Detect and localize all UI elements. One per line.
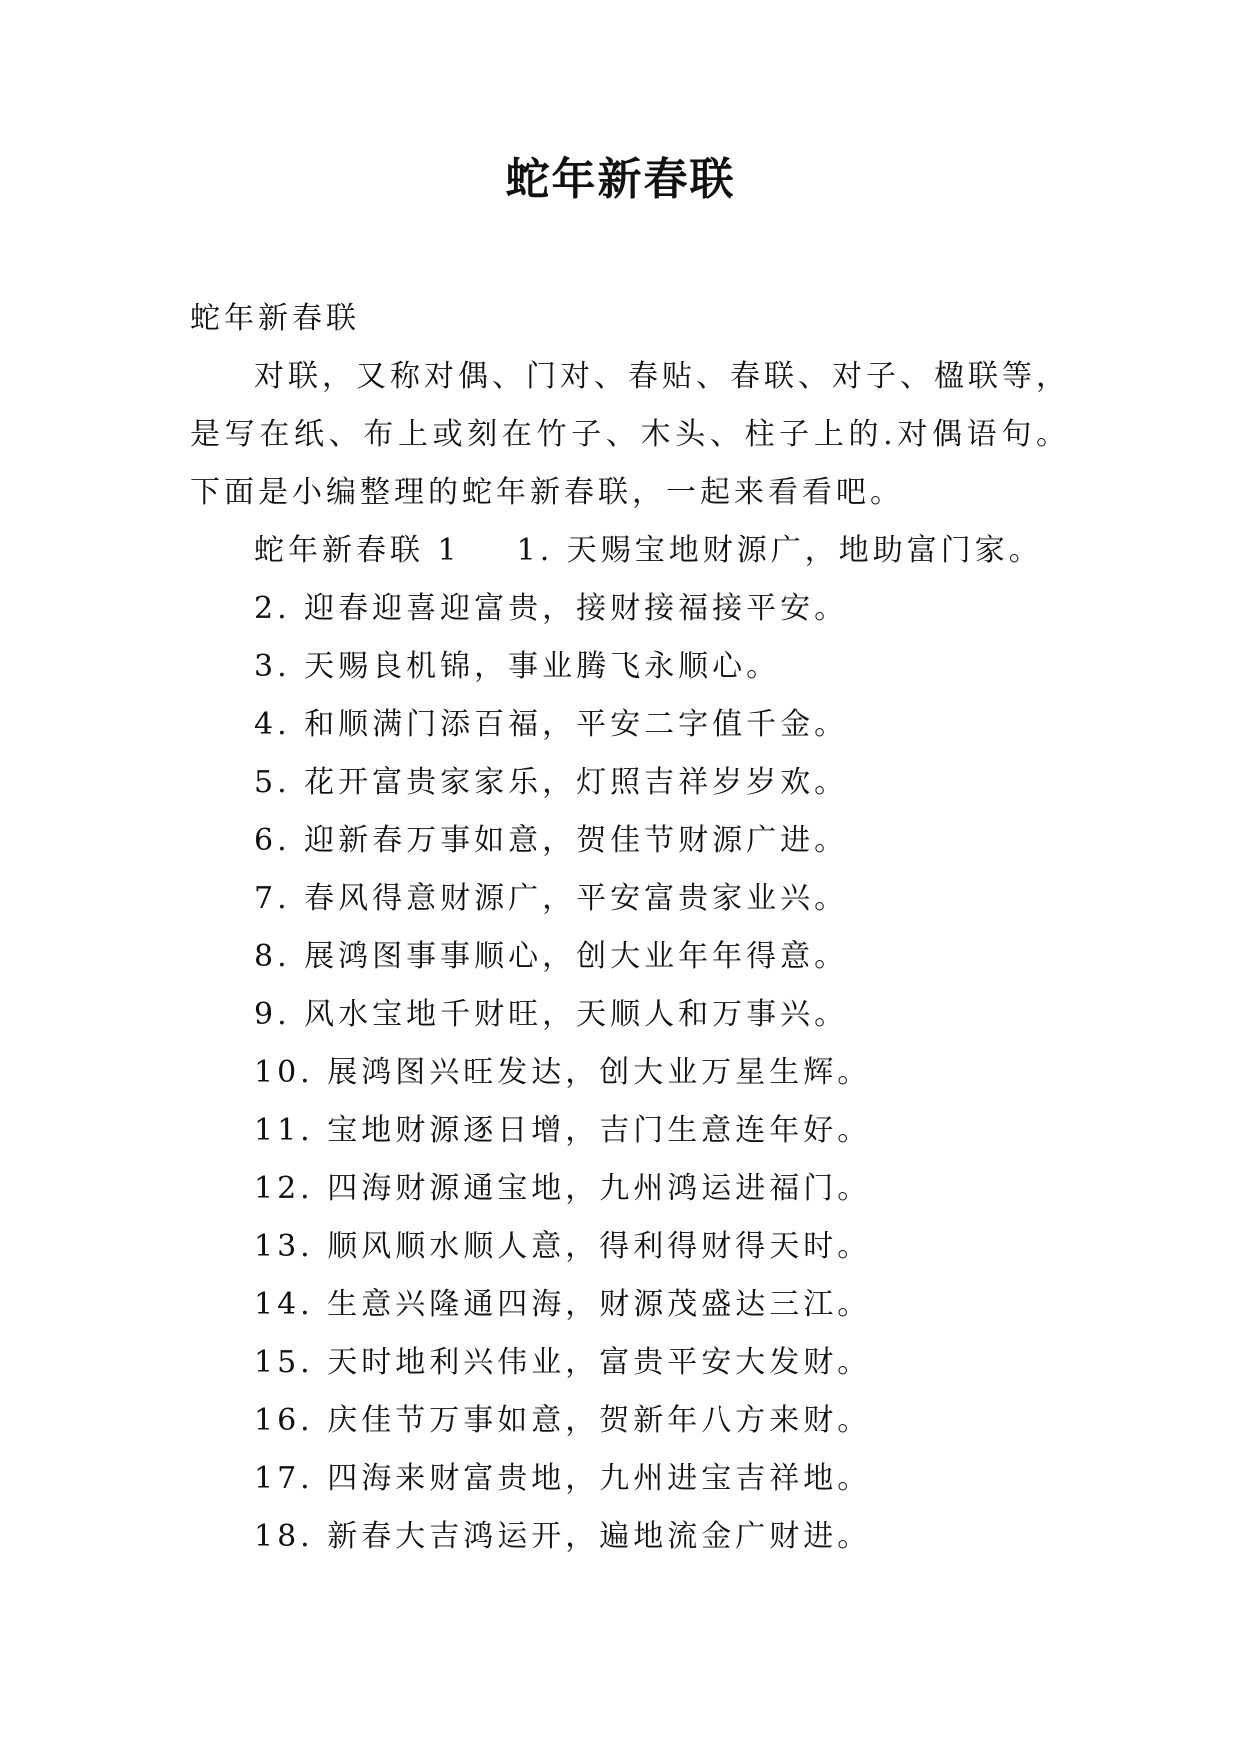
couplet-item: 13. 顺风顺水顺人意，得利得财得天时。: [254, 1229, 872, 1264]
section-heading: 蛇年新春联 1: [254, 533, 461, 568]
couplet-item: 2. 迎春迎喜迎富贵，接财接福接平安。: [254, 591, 849, 626]
couplet-item: 14. 生意兴隆通四海，财源茂盛达三江。: [254, 1287, 872, 1322]
couplet-item: 10. 展鸿图兴旺发达，创大业万星生辉。: [254, 1055, 872, 1090]
couplet-item: 1. 天赐宝地财源广，地助富门家。: [516, 533, 1043, 568]
couplet-item: 3. 天赐良机锦，事业腾飞永顺心。: [254, 649, 781, 684]
couplet-item: 15. 天时地利兴伟业，富贵平安大发财。: [254, 1345, 872, 1380]
couplet-item: 5. 花开富贵家家乐，灯照吉祥岁岁欢。: [254, 765, 849, 800]
first-couplet-line: [190, 522, 1070, 580]
couplet-item: 9. 风水宝地千财旺，天顺人和万事兴。: [254, 997, 849, 1032]
couplet-item: 11. 宝地财源逐日增，吉门生意连年好。: [254, 1113, 872, 1148]
document-subtitle: 蛇年新春联: [190, 301, 360, 336]
intro-paragraph: 对联，又称对偶、门对、春贴、春联、对子、楹联等，是写在纸、布上或刻在竹子、木头、柱子上的.对偶语句。下面是小编整理的蛇年新春联，一起来看看吧。: [190, 359, 1070, 510]
couplet-item: 17. 四海来财富贵地，九州进宝吉祥地。: [254, 1461, 872, 1496]
couplet-item: 16. 庆佳节万事如意，贺新年八方来财。: [254, 1403, 872, 1438]
couplet-item: 12. 四海财源通宝地，九州鸿运进福门。: [254, 1171, 872, 1206]
couplet-item: 6. 迎新春万事如意，贺佳节财源广进。: [254, 823, 849, 858]
couplet-item: 8. 展鸿图事事顺心，创大业年年得意。: [254, 939, 849, 974]
couplet-item: 18. 新春大吉鸿运开，遍地流金广财进。: [254, 1519, 872, 1554]
couplet-list: [190, 580, 1070, 1566]
couplet-item: 4. 和顺满门添百福，平安二字值千金。: [254, 707, 849, 742]
couplet-item: 7. 春风得意财源广，平安富贵家业兴。: [254, 881, 849, 916]
document-title: 蛇年新春联: [505, 154, 736, 205]
document-body: [190, 290, 1070, 1566]
